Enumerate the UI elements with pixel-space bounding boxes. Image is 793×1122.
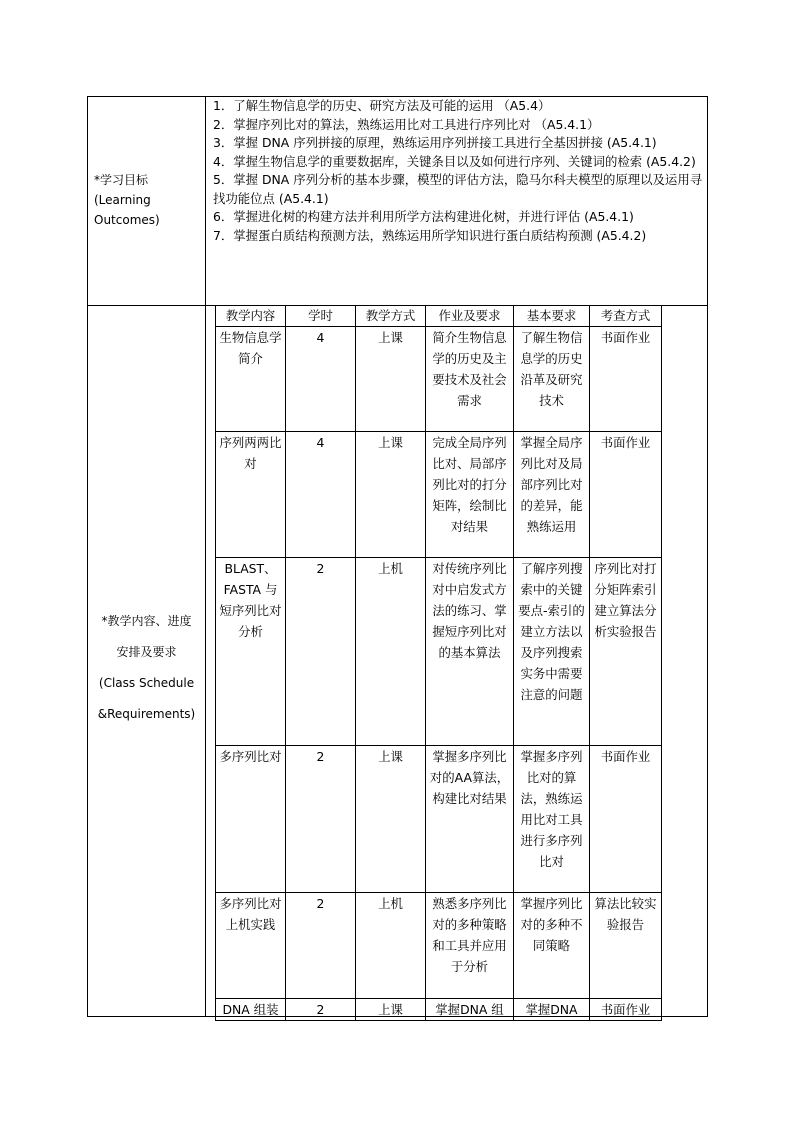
- hours-cell: 2: [286, 999, 356, 1021]
- hours-cell: 2: [286, 746, 356, 893]
- table-row: [216, 999, 662, 1021]
- assessment-cell: 序列比对打分矩阵索引建立算法分析实验报告: [590, 558, 662, 746]
- label-line: *教学内容、进度: [101, 614, 192, 628]
- basic-requirement-cell: 了解序列搜索中的关键要点-索引的建立方法以及序列搜索实务中需要注意的问题: [514, 558, 590, 746]
- hours-cell: 4: [286, 327, 356, 432]
- hours-cell: 2: [286, 558, 356, 746]
- label-line: &Requirements): [97, 707, 196, 721]
- content-cell: 多序列比对: [216, 746, 286, 893]
- basic-requirement-cell: 掌握序列比对的多种不同策略: [514, 893, 590, 999]
- method-cell: 上课: [356, 327, 426, 432]
- outcome-item: 2．掌握序列比对的算法，熟练运用比对工具进行序列比对 （A5.4.1）: [213, 116, 600, 132]
- table-row: [216, 746, 662, 893]
- learning-outcomes-list: [213, 97, 705, 245]
- column-header: 基本要求: [514, 306, 590, 327]
- class-schedule-table: [215, 305, 662, 1021]
- outcome-item: 4．掌握生物信息学的重要数据库，关键条目以及如何进行序列、关键词的检索 (A5.4.2): [213, 153, 696, 169]
- outcome-item: 6．掌握进化树的构建方法并利用所学方法构建进化树，并进行评估 (A5.4.1): [213, 209, 634, 224]
- learning-outcomes-label: [88, 170, 211, 230]
- column-header: 考查方式: [590, 306, 662, 327]
- label-line: *学习目标: [94, 173, 149, 187]
- assessment-cell: 书面作业: [590, 746, 662, 893]
- method-cell: 上课: [356, 746, 426, 893]
- hours-cell: 4: [286, 432, 356, 558]
- assessment-cell: 算法比较实验报告: [590, 893, 662, 999]
- column-divider: [205, 96, 206, 1016]
- label-line: (Class Schedule: [98, 676, 195, 690]
- assessment-cell: 书面作业: [590, 999, 662, 1021]
- homework-cell: 完成全局序列比对、局部序列比对的打分矩阵，绘制比对结果: [426, 432, 514, 558]
- label-line: Outcomes): [94, 213, 160, 227]
- method-cell: 上课: [356, 432, 426, 558]
- method-cell: 上机: [356, 893, 426, 999]
- column-header: 作业及要求: [426, 306, 514, 327]
- table-row: [216, 558, 662, 746]
- column-header: 教学内容: [216, 306, 286, 327]
- method-cell: 上机: [356, 558, 426, 746]
- label-line: (Learning: [94, 193, 151, 207]
- homework-cell: 熟悉多序列比对的多种策略和工具并应用于分析: [426, 893, 514, 999]
- class-schedule-label: [88, 606, 205, 730]
- hours-cell: 2: [286, 893, 356, 999]
- outcome-item: 1．了解生物信息学的历史、研究方法及可能的运用 （A5.4）: [213, 98, 551, 113]
- content-cell: 多序列比对上机实践: [216, 893, 286, 999]
- assessment-cell: 书面作业: [590, 432, 662, 558]
- table-header-row: [216, 306, 662, 327]
- content-cell: BLAST、FASTA 与短序列比对分析: [216, 558, 286, 746]
- homework-cell: 对传统序列比对中启发式方法的练习、掌握短序列比对的基本算法: [426, 558, 514, 746]
- basic-requirement-cell: 了解生物信息学的历史沿革及研究技术: [514, 327, 590, 432]
- table-row: [216, 327, 662, 432]
- column-header: 学时: [286, 306, 356, 327]
- content-cell: 序列两两比对: [216, 432, 286, 558]
- homework-cell: 简介生物信息学的历史及主要技术及社会需求: [426, 327, 514, 432]
- basic-requirement-cell: 掌握DNA: [514, 999, 590, 1021]
- method-cell: 上课: [356, 999, 426, 1021]
- homework-cell: 掌握多序列比对的AA算法，构建比对结果: [426, 746, 514, 893]
- basic-requirement-cell: 掌握多序列比对的算法，熟练运用比对工具进行多序列比对: [514, 746, 590, 893]
- outcome-item: 3．掌握 DNA 序列拼接的原理，熟练运用序列拼接工具进行全基因拼接 (A5.4.1): [213, 135, 657, 150]
- table-row: [216, 432, 662, 558]
- label-line: 安排及要求: [116, 645, 177, 659]
- table-row: [216, 893, 662, 999]
- outcome-item: 5．掌握 DNA 序列分析的基本步骤，模型的评估方法，隐马尔科夫模型的原理以及运用寻找功能位点 (A5.4.1): [213, 172, 703, 206]
- outcome-item: 7．掌握蛋白质结构预测方法，熟练运用所学知识进行蛋白质结构预测 (A5.4.2): [213, 227, 647, 243]
- column-header: 教学方式: [356, 306, 426, 327]
- homework-cell: 掌握DNA 组: [426, 999, 514, 1021]
- assessment-cell: 书面作业: [590, 327, 662, 432]
- basic-requirement-cell: 掌握全局序列比对及局部序列比对的差异，能熟练运用: [514, 432, 590, 558]
- content-cell: DNA 组装: [216, 999, 286, 1021]
- content-cell: 生物信息学简介: [216, 327, 286, 432]
